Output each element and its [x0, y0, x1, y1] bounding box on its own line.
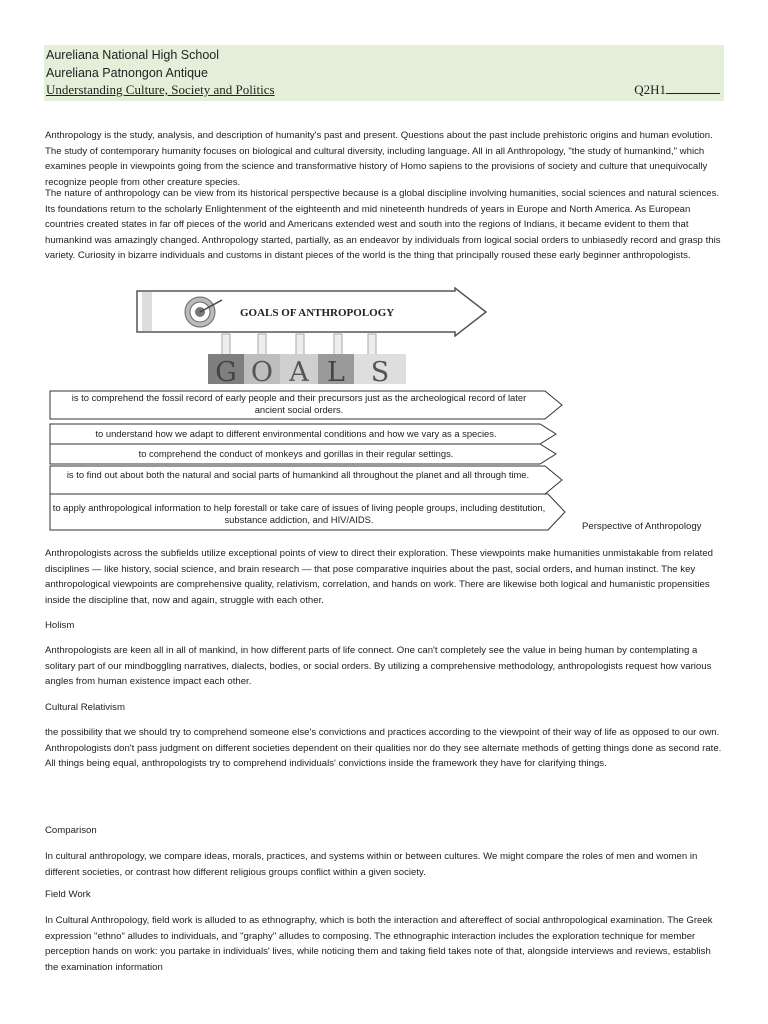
- fieldwork-heading: Field Work: [45, 889, 91, 900]
- letter-s: S: [370, 357, 390, 388]
- subject-title: Understanding Culture, Society and Politics: [46, 82, 275, 97]
- intro-paragraph-1: Anthropology is the study, analysis, and description of humanity's past and present. Questions about the past include prehistoric origins and human evolution. The study of contemporary humanity focuses on biological and cultural diversity, including language. All in all Anthropology, "the study of humankind," which examines people in viewpoints going from the science and transformative history of Homo sapiens to the provisions of society and culture that unequivocally recognize people from other creature species.: [45, 130, 713, 188]
- clip: [222, 334, 230, 356]
- banner-title: GOALS OF ANTHROPOLOGY: [240, 307, 395, 319]
- perspective-paragraph: Anthropologists across the subfields utilize exceptional points of view to direct their exploration. These viewpoints make humanities unmistakable from related disciplines — like history, social science, and brain research — that pose comparative inquiries about the past, social orders, and human instinct. The key anthropological viewpoints are comprehensive quality, relativism, correlation, and hands on work. There are likewise both logical and humanistic propensities inside the discipline that, now and again, struggle with each other.: [45, 548, 713, 606]
- clip: [368, 334, 376, 356]
- fieldwork-paragraph: In Cultural Anthropology, field work is alluded to as ethnography, which is both the interaction and aftereffect of social anthropological examination. The Greek expression "ethno" alludes to individuals, and "graphy" alludes to composing. The ethnographic interaction includes the exploration technique for member perception hands on work: you partake in individuals' lives, while noticing them and taking field takes note of that, alongside interviews and reviews, establish the examination information: [45, 915, 713, 973]
- letter-g: G: [215, 357, 237, 388]
- intro-paragraph-2: The nature of anthropology can be view from its historical perspective because is a global discipline involving humanities, social sciences and natural sciences. Its foundations return to the scholarly Enlightenment of the eighteenth and mid nineteenth hundreds of years in Europe and North America. As European countries created states in far off pieces of the world and Americans extended west and south into the regions of Indians, it became evident to them that humankind was amazingly changed. Anthropology started, partially, as an endeavor by individuals from logical social orders to unbiasedly record and grasp this variety. Curiosity in bizarre individuals and customs in distant pieces of the world is the thing that principally roused these early beginner anthropologists.: [45, 188, 721, 262]
- clip: [258, 334, 266, 356]
- clip: [296, 334, 304, 356]
- goal-item-4: is to find out about both the natural and social parts of humankind all throughout the planet and all through time.: [66, 469, 530, 480]
- relativism-paragraph: the possibility that we should try to comprehend someone else's convictions and practices according to the viewpoint of their way of life as opposed to our own. Anthropologists don't pass judgment on different societies dependent on their qualities nor do they see alternate methods of getting things done as second rate. All things being equal, anthropologists try to comprehend individuals' convictions inside the framework they have for clarifying things.: [45, 727, 722, 770]
- holism-paragraph: Anthropologists are keen all in all of mankind, in how different parts of life connect. One can't completely see the value in being human by contemplating a solitary part of our mindboggling narratives, dialects, bodies, or social orders. By utilizing a comprehensive methodology, anthropologists request how various angles from human existence impact each other.: [45, 645, 712, 688]
- letter-a: A: [289, 357, 309, 388]
- school-location: Aureliana Patnongon Antique: [46, 66, 208, 80]
- school-name: Aureliana National High School: [46, 48, 220, 62]
- quarter-code: Q2H1: [634, 82, 720, 98]
- goal-item-1: is to comprehend the fossil record of early people and their precursors just as the archeological record of later ancient social orders.: [71, 392, 527, 415]
- perspective-heading: Perspective of Anthropology: [582, 521, 702, 532]
- goals-letters: [208, 334, 406, 388]
- clip: [334, 334, 342, 356]
- relativism-heading: Cultural Relativism: [45, 702, 125, 713]
- goal-item-3: to comprehend the conduct of monkeys and gorillas in their regular settings.: [138, 448, 454, 459]
- goal-item-2: to understand how we adapt to different environmental conditions and how we vary as a species.: [95, 428, 497, 439]
- comparison-heading: Comparison: [45, 825, 97, 836]
- holism-heading: Holism: [45, 620, 75, 631]
- goal-item-5: to apply anthropological information to help forestall or take care of issues of living people groups, including destitution, substance addiction, and HIV/AIDS.: [52, 502, 546, 525]
- letter-l: L: [327, 357, 345, 388]
- letter-o: O: [250, 357, 274, 388]
- comparison-paragraph: In cultural anthropology, we compare ideas, morals, practices, and systems within or between cultures. We might compare the roles of men and women in different societies, or contrast how different religious groups conflict within a given society.: [45, 851, 698, 878]
- banner-stripe: [142, 292, 152, 331]
